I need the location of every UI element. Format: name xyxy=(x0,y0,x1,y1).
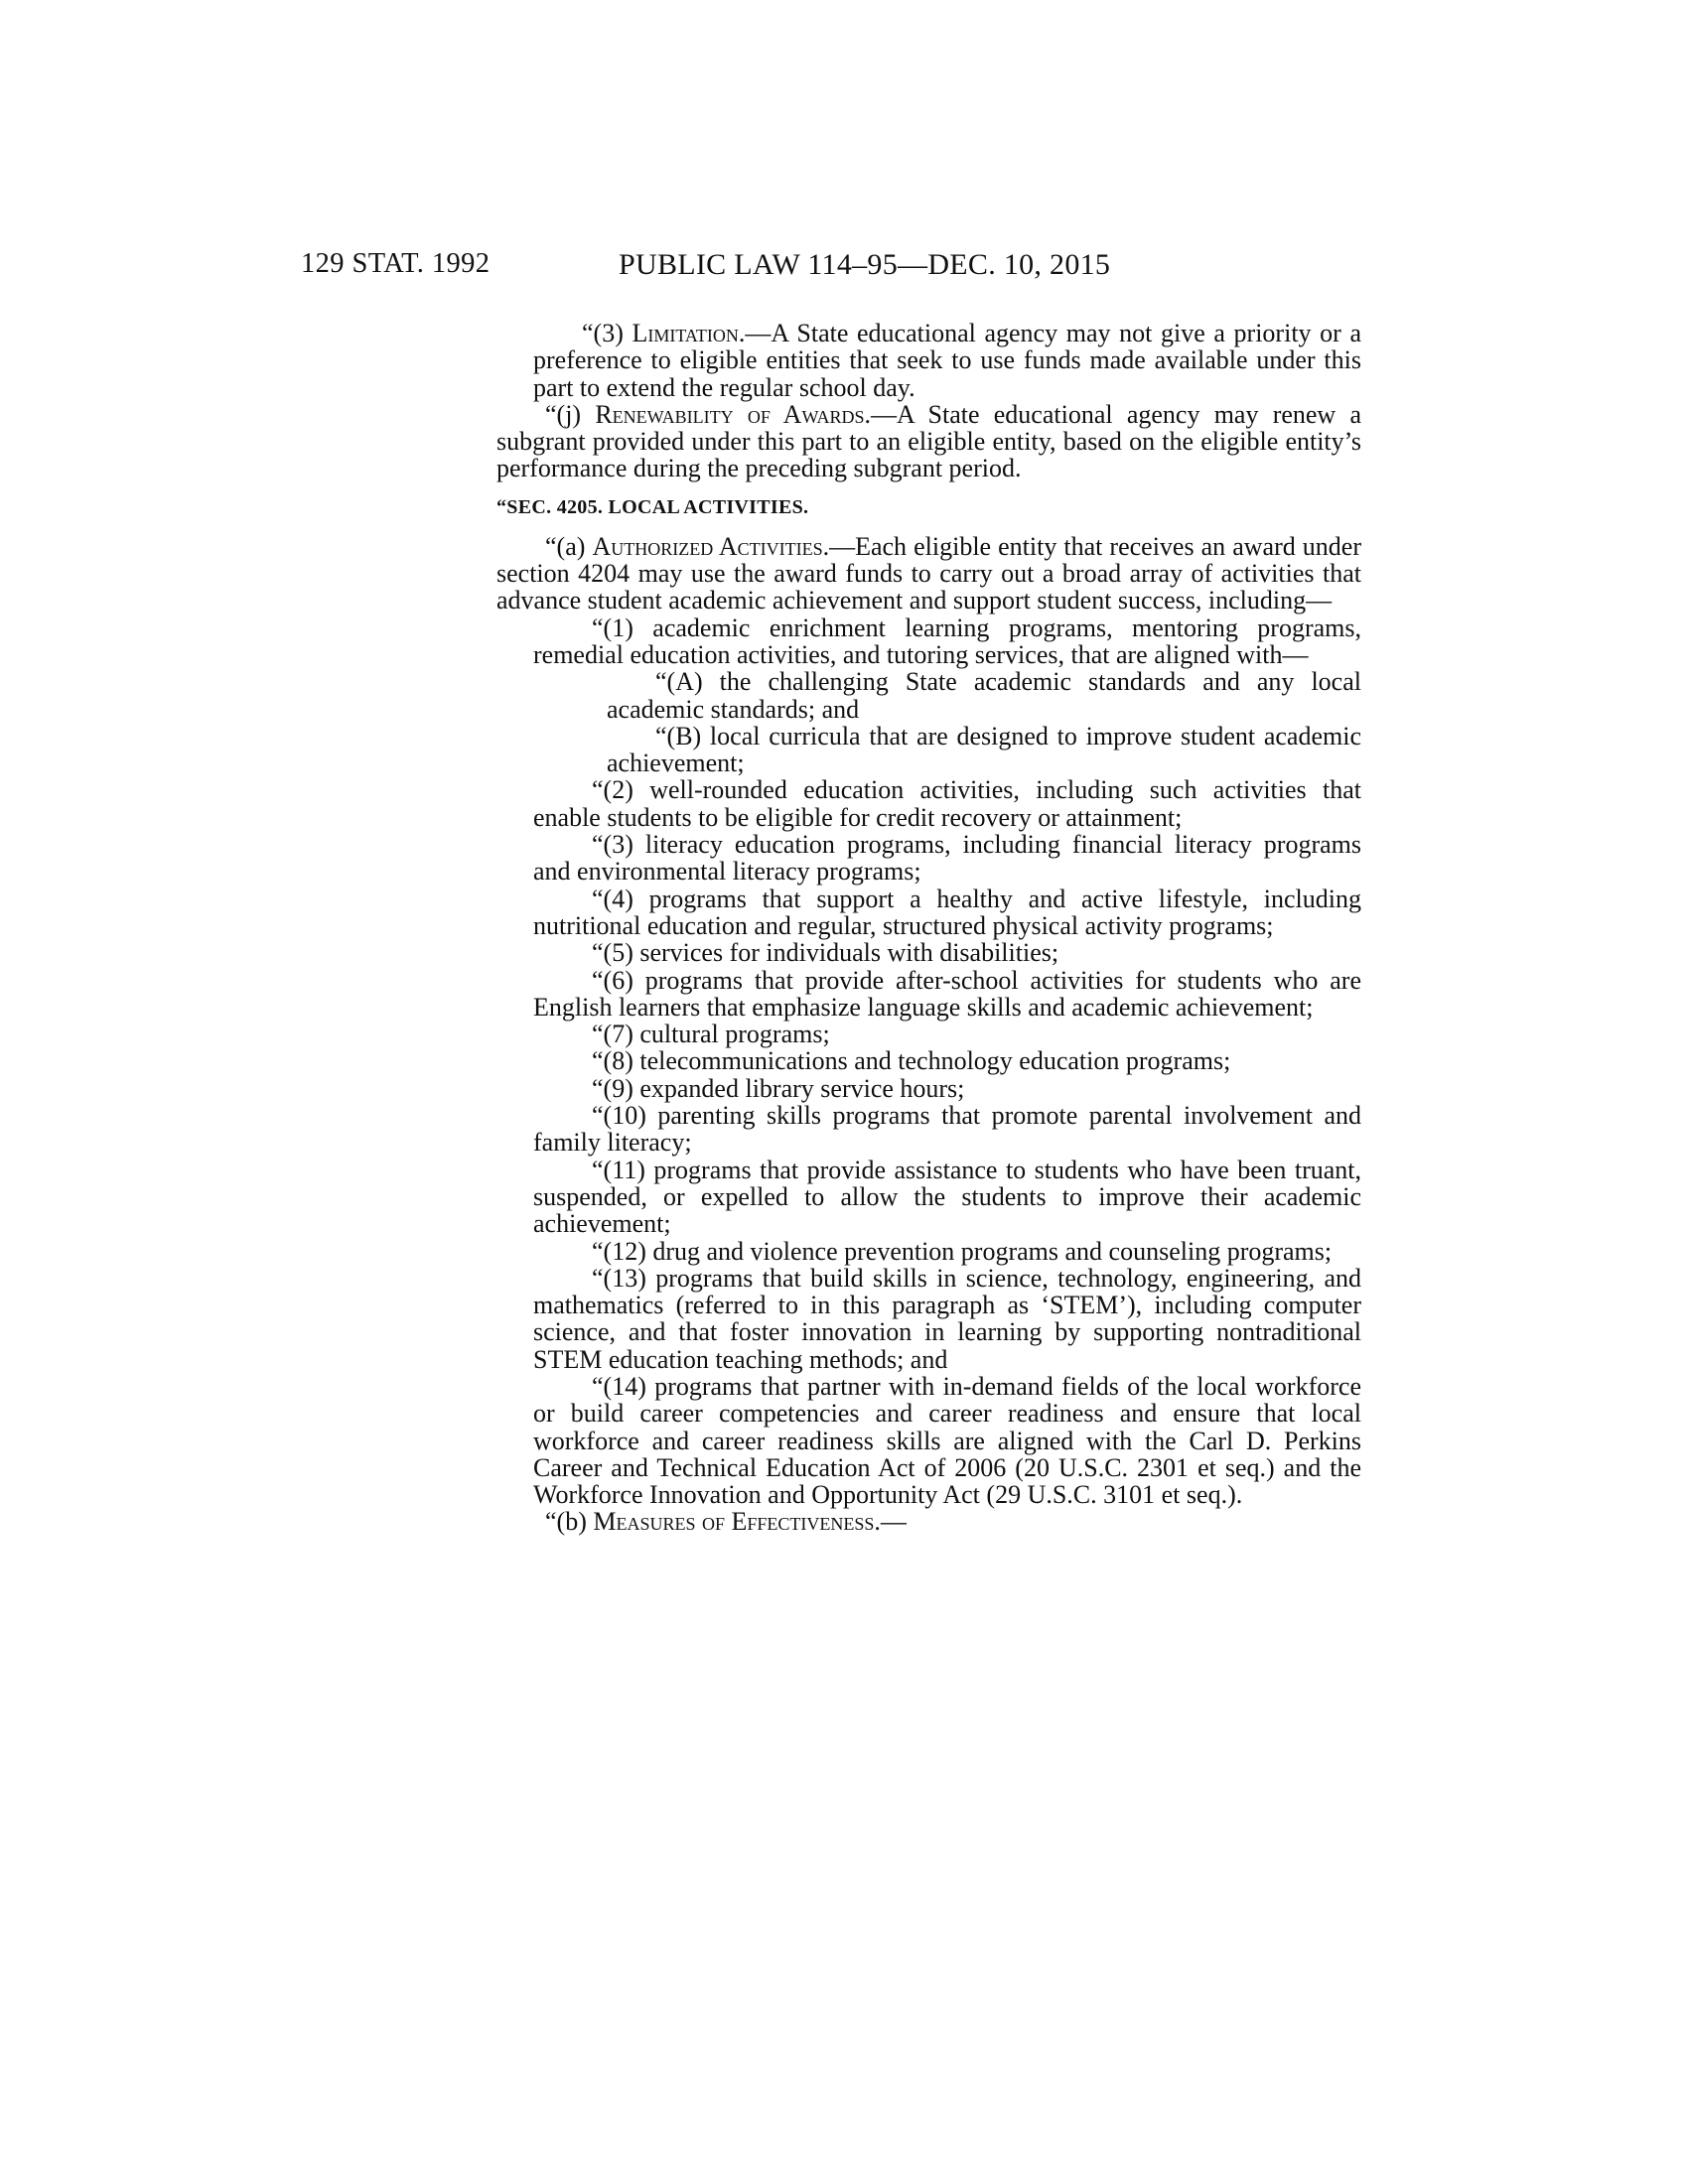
paragraph-limitation xyxy=(533,320,1361,401)
list-item: “(13) programs that build skills in science, technology, engineering, and mathematics (referred to in this paragraph as ‘STEM’), including computer science, and that foster innovation in learning by supporting nontraditional STEM education teaching methods; and xyxy=(533,1263,1361,1374)
paragraph-authorized-activities xyxy=(496,533,1361,614)
paragraph-text: .—A State educational agency may renew a subgrant provided under this part to an eligible entity, based on the eligible entity’s performance during the preceding subgrant period. xyxy=(496,399,1361,483)
list-item: “(1) academic enrichment learning programs, mentoring programs, remedial education activities, and tutoring services, that are aligned with— xyxy=(533,613,1361,669)
list-item: “(B) local curricula that are designed to improve student academic achievement; xyxy=(607,721,1361,778)
list-item: “(12) drug and violence prevention programs and counseling programs; xyxy=(592,1236,1333,1266)
list-item: “(7) cultural programs; xyxy=(592,1020,830,1049)
paragraph-number: “(b) xyxy=(545,1507,594,1537)
list-item: “(6) programs that provide after-school activities for students who are English learners that emphasize language skills and academic achievement; xyxy=(533,965,1361,1022)
list-item: “(11) programs that provide assistance to students who have been truant, suspended, or expelled to allow the students to improve their academic achievement; xyxy=(533,1155,1361,1239)
paragraph-text: .—A State educational agency may not give a priority or a preference to eligible entities that seek to use funds made available under this part to extend the regular school day. xyxy=(533,319,1361,402)
paragraph-number: “(j) xyxy=(545,399,596,429)
paragraph-heading: Measures of Effectiveness xyxy=(593,1507,875,1537)
paragraph-text: .—Each eligible entity that receives an award under section 4204 may use the award funds to carry out a broad array of activities that advance student academic achievement and support student success, including— xyxy=(496,531,1361,615)
section-heading: “SEC. 4205. LOCAL ACTIVITIES. xyxy=(496,495,809,518)
list-item: “(8) telecommunications and technology education programs; xyxy=(592,1046,1231,1076)
running-title: PUBLIC LAW 114–95—DEC. 10, 2015 xyxy=(619,248,1111,281)
list-item: “(2) well-rounded education activities, including such activities that enable students to be eligible for credit recovery or attainment; xyxy=(533,775,1361,832)
paragraph-heading: Renewability of Awards xyxy=(595,399,865,429)
paragraph-number: “(3) xyxy=(582,319,633,347)
paragraph-measures-of-effectiveness xyxy=(496,1508,1361,1535)
page-header xyxy=(0,248,1688,288)
list-item: “(5) services for individuals with disabilities; xyxy=(592,938,1059,968)
statute-page-number: 129 STAT. 1992 xyxy=(301,248,491,279)
paragraph-heading: Limitation xyxy=(632,319,739,347)
list-item: “(10) parenting skills programs that promote parental involvement and family literacy; xyxy=(533,1101,1361,1158)
list-item: “(A) the challenging State academic standards and any local academic standards; and xyxy=(607,667,1361,724)
paragraph-heading: Authorized Activities xyxy=(592,531,823,561)
list-item: “(4) programs that support a healthy and active lifestyle, including nutritional education and regular, structured physical activity programs; xyxy=(533,884,1361,940)
list-item: “(3) literacy education programs, including financial literacy programs and environmental literacy programs; xyxy=(533,830,1361,887)
paragraph-text: .— xyxy=(874,1507,907,1537)
document-body xyxy=(496,320,1361,1536)
list-item: “(9) expanded library service hours; xyxy=(592,1073,965,1103)
list-item: “(14) programs that partner with in-demand fields of the local workforce or build career competencies and career readiness and ensure that local workforce and career readiness skills are aligned with the Carl D. Perkins Career and Technical Education Act of 2006 (20 U.S.C. 2301 et seq.) and the Workforce Innovation and Opportunity Act (29 U.S.C. 3101 et seq.). xyxy=(533,1371,1361,1510)
paragraph-renewability xyxy=(496,401,1361,482)
paragraph-number: “(a) xyxy=(545,531,593,561)
